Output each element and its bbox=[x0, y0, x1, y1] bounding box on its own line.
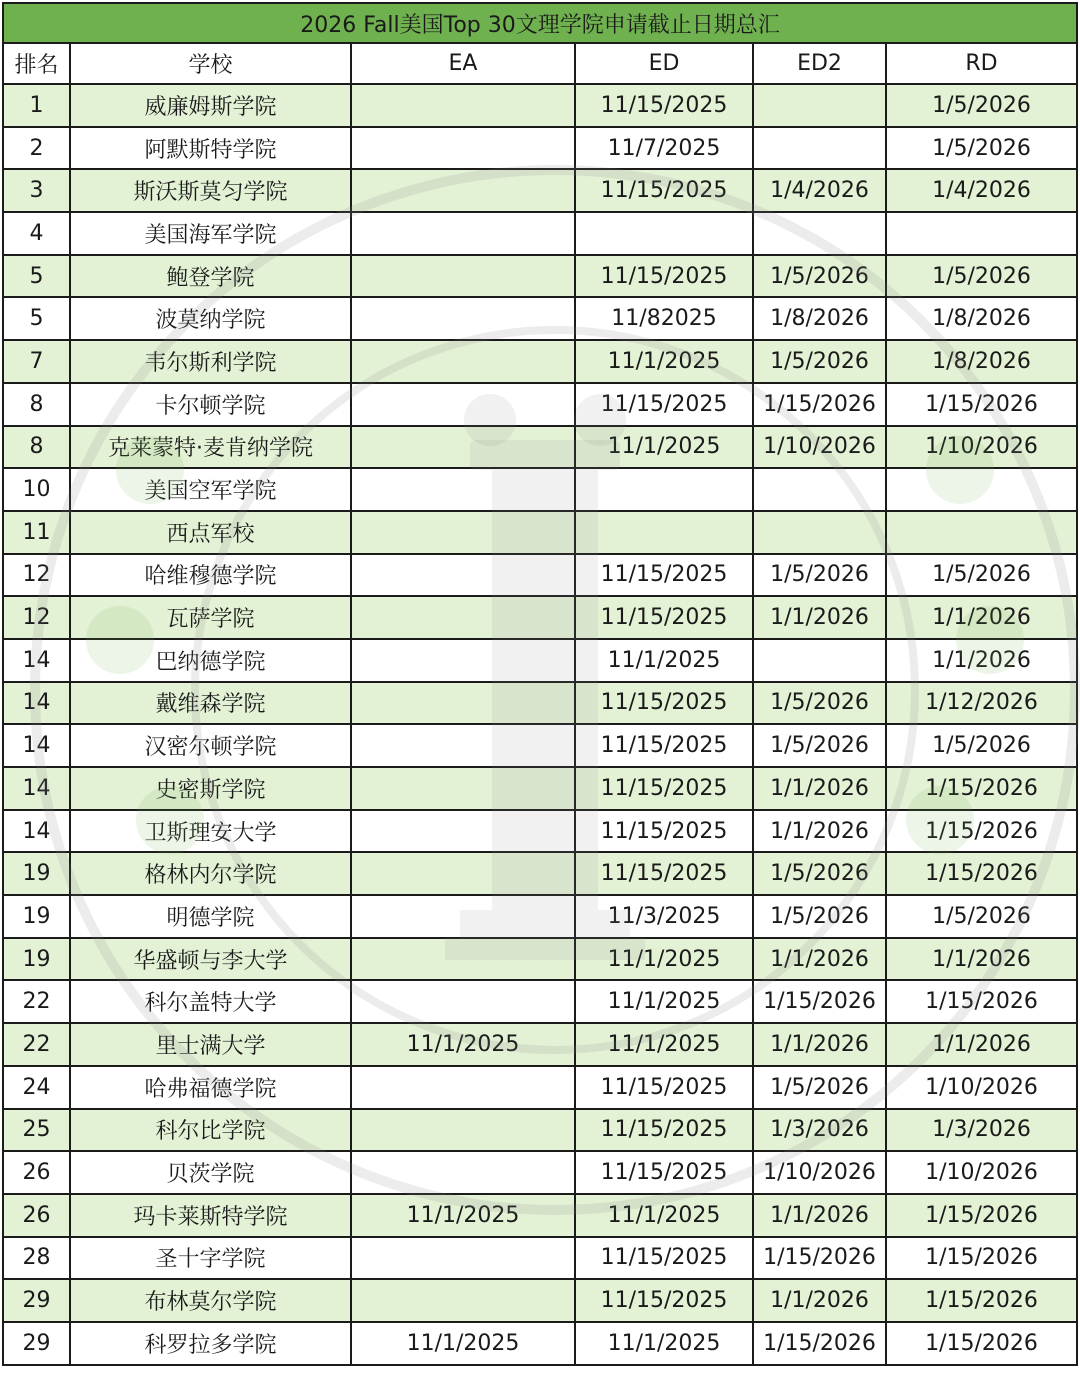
table-row bbox=[3, 724, 1077, 767]
cell-school: 玛卡莱斯特学院 bbox=[70, 1194, 351, 1237]
cell-ed: 11/15/2025 bbox=[575, 84, 753, 127]
cell-ed2: 1/8/2026 bbox=[753, 297, 886, 340]
table-row bbox=[3, 84, 1077, 127]
cell-rd bbox=[886, 212, 1077, 255]
cell-ed: 11/7/2025 bbox=[575, 127, 753, 170]
table-row bbox=[3, 169, 1077, 212]
cell-rd: 1/1/2026 bbox=[886, 938, 1077, 981]
cell-rd: 1/15/2026 bbox=[886, 1194, 1077, 1237]
cell-rd: 1/5/2026 bbox=[886, 84, 1077, 127]
cell-ed2: 1/15/2026 bbox=[753, 1322, 886, 1365]
cell-ed2 bbox=[753, 468, 886, 511]
cell-ed2: 1/15/2026 bbox=[753, 383, 886, 426]
cell-ed: 11/15/2025 bbox=[575, 169, 753, 212]
cell-ed2: 1/5/2026 bbox=[753, 1066, 886, 1109]
cell-school: 史密斯学院 bbox=[70, 767, 351, 810]
cell-ed2: 1/5/2026 bbox=[753, 724, 886, 767]
cell-ed: 11/1/2025 bbox=[575, 1322, 753, 1365]
cell-school: 鲍登学院 bbox=[70, 255, 351, 298]
table-row bbox=[3, 1194, 1077, 1237]
cell-school: 阿默斯特学院 bbox=[70, 127, 351, 170]
cell-rank: 26 bbox=[3, 1151, 70, 1194]
cell-school: 贝茨学院 bbox=[70, 1151, 351, 1194]
deadline-table bbox=[2, 2, 1078, 1366]
table-row bbox=[3, 639, 1077, 682]
table-row bbox=[3, 596, 1077, 639]
cell-rd: 1/1/2026 bbox=[886, 596, 1077, 639]
cell-ed: 11/3/2025 bbox=[575, 895, 753, 938]
cell-ed: 11/1/2025 bbox=[575, 340, 753, 383]
cell-ed2: 1/1/2026 bbox=[753, 1279, 886, 1322]
table-row bbox=[3, 297, 1077, 340]
table-row bbox=[3, 468, 1077, 511]
cell-rd: 1/15/2026 bbox=[886, 980, 1077, 1023]
cell-school: 韦尔斯利学院 bbox=[70, 340, 351, 383]
cell-ed2: 1/1/2026 bbox=[753, 1194, 886, 1237]
header-rank: 排名 bbox=[3, 43, 70, 84]
cell-ea bbox=[351, 468, 575, 511]
cell-rank: 14 bbox=[3, 682, 70, 725]
cell-ed: 11/1/2025 bbox=[575, 980, 753, 1023]
table-row bbox=[3, 1279, 1077, 1322]
cell-ed2: 1/1/2026 bbox=[753, 938, 886, 981]
table-row bbox=[3, 852, 1077, 895]
cell-school: 斯沃斯莫匀学院 bbox=[70, 169, 351, 212]
cell-rd: 1/1/2026 bbox=[886, 639, 1077, 682]
cell-ed: 11/1/2025 bbox=[575, 639, 753, 682]
cell-ed: 11/15/2025 bbox=[575, 1066, 753, 1109]
cell-ed: 11/15/2025 bbox=[575, 383, 753, 426]
cell-rd: 1/15/2026 bbox=[886, 767, 1077, 810]
table-row bbox=[3, 980, 1077, 1023]
cell-school: 巴纳德学院 bbox=[70, 639, 351, 682]
cell-rd: 1/5/2026 bbox=[886, 554, 1077, 597]
cell-rd: 1/10/2026 bbox=[886, 1066, 1077, 1109]
cell-rd: 1/15/2026 bbox=[886, 852, 1077, 895]
cell-rd: 1/4/2026 bbox=[886, 169, 1077, 212]
cell-rank: 26 bbox=[3, 1194, 70, 1237]
cell-rank: 7 bbox=[3, 340, 70, 383]
cell-ed2 bbox=[753, 127, 886, 170]
cell-ea bbox=[351, 169, 575, 212]
cell-rd: 1/15/2026 bbox=[886, 1237, 1077, 1280]
cell-ea bbox=[351, 383, 575, 426]
cell-rank: 14 bbox=[3, 724, 70, 767]
cell-rank: 8 bbox=[3, 383, 70, 426]
cell-rank: 8 bbox=[3, 426, 70, 469]
cell-school: 美国海军学院 bbox=[70, 212, 351, 255]
cell-ea bbox=[351, 682, 575, 725]
cell-ed: 11/15/2025 bbox=[575, 1237, 753, 1280]
cell-ed2: 1/5/2026 bbox=[753, 255, 886, 298]
cell-school: 哈维穆德学院 bbox=[70, 554, 351, 597]
table-row bbox=[3, 1066, 1077, 1109]
cell-ea bbox=[351, 1109, 575, 1152]
cell-rank: 10 bbox=[3, 468, 70, 511]
cell-ed2: 1/15/2026 bbox=[753, 980, 886, 1023]
cell-ea bbox=[351, 980, 575, 1023]
cell-ea bbox=[351, 212, 575, 255]
cell-rd: 1/5/2026 bbox=[886, 724, 1077, 767]
cell-rank: 28 bbox=[3, 1237, 70, 1280]
cell-school: 威廉姆斯学院 bbox=[70, 84, 351, 127]
cell-ea: 11/1/2025 bbox=[351, 1322, 575, 1365]
cell-ed2: 1/5/2026 bbox=[753, 340, 886, 383]
cell-school: 明德学院 bbox=[70, 895, 351, 938]
cell-ed: 11/1/2025 bbox=[575, 1023, 753, 1066]
cell-ed: 11/15/2025 bbox=[575, 1279, 753, 1322]
cell-ed bbox=[575, 212, 753, 255]
cell-school: 哈弗福德学院 bbox=[70, 1066, 351, 1109]
cell-ea bbox=[351, 639, 575, 682]
cell-ea bbox=[351, 1151, 575, 1194]
table-row bbox=[3, 340, 1077, 383]
cell-ed2: 1/5/2026 bbox=[753, 852, 886, 895]
cell-ed2: 1/1/2026 bbox=[753, 596, 886, 639]
table-row bbox=[3, 554, 1077, 597]
cell-ea bbox=[351, 340, 575, 383]
cell-rd: 1/3/2026 bbox=[886, 1109, 1077, 1152]
cell-ed: 11/15/2025 bbox=[575, 596, 753, 639]
table-row bbox=[3, 127, 1077, 170]
cell-ed2 bbox=[753, 212, 886, 255]
cell-ea bbox=[351, 852, 575, 895]
cell-rank: 1 bbox=[3, 84, 70, 127]
cell-rank: 22 bbox=[3, 980, 70, 1023]
cell-ed2: 1/5/2026 bbox=[753, 682, 886, 725]
cell-rd: 1/10/2026 bbox=[886, 1151, 1077, 1194]
cell-ed2: 1/3/2026 bbox=[753, 1109, 886, 1152]
cell-school: 卫斯理安大学 bbox=[70, 810, 351, 853]
header-ed2: ED2 bbox=[753, 43, 886, 84]
cell-school: 克莱蒙特·麦肯纳学院 bbox=[70, 426, 351, 469]
cell-rd: 1/15/2026 bbox=[886, 1322, 1077, 1365]
cell-rank: 19 bbox=[3, 895, 70, 938]
cell-rank: 19 bbox=[3, 852, 70, 895]
cell-school: 科罗拉多学院 bbox=[70, 1322, 351, 1365]
cell-rank: 19 bbox=[3, 938, 70, 981]
cell-ea bbox=[351, 297, 575, 340]
table-row bbox=[3, 1023, 1077, 1066]
header-ed: ED bbox=[575, 43, 753, 84]
cell-rank: 14 bbox=[3, 639, 70, 682]
cell-school: 西点军校 bbox=[70, 511, 351, 554]
cell-ed bbox=[575, 468, 753, 511]
cell-school: 瓦萨学院 bbox=[70, 596, 351, 639]
cell-ea: 11/1/2025 bbox=[351, 1023, 575, 1066]
table-row bbox=[3, 426, 1077, 469]
cell-ed2: 1/1/2026 bbox=[753, 810, 886, 853]
cell-ea bbox=[351, 767, 575, 810]
table-row bbox=[3, 767, 1077, 810]
cell-rank: 2 bbox=[3, 127, 70, 170]
cell-rd: 1/5/2026 bbox=[886, 895, 1077, 938]
table-row bbox=[3, 1109, 1077, 1152]
cell-school: 布林莫尔学院 bbox=[70, 1279, 351, 1322]
cell-ed2: 1/10/2026 bbox=[753, 426, 886, 469]
header-rd: RD bbox=[886, 43, 1077, 84]
cell-rd: 1/15/2026 bbox=[886, 383, 1077, 426]
cell-ed2: 1/1/2026 bbox=[753, 1023, 886, 1066]
table-row bbox=[3, 383, 1077, 426]
table-row bbox=[3, 682, 1077, 725]
cell-rank: 14 bbox=[3, 767, 70, 810]
table-row bbox=[3, 895, 1077, 938]
cell-rd: 1/1/2026 bbox=[886, 1023, 1077, 1066]
cell-ea bbox=[351, 596, 575, 639]
cell-rank: 24 bbox=[3, 1066, 70, 1109]
table-row bbox=[3, 511, 1077, 554]
cell-rank: 29 bbox=[3, 1279, 70, 1322]
table-row bbox=[3, 810, 1077, 853]
cell-ed: 11/15/2025 bbox=[575, 852, 753, 895]
cell-rd bbox=[886, 511, 1077, 554]
table-body bbox=[3, 84, 1077, 1365]
cell-school: 圣十字学院 bbox=[70, 1237, 351, 1280]
table-row bbox=[3, 1322, 1077, 1365]
cell-ea bbox=[351, 895, 575, 938]
cell-ed: 11/1/2025 bbox=[575, 426, 753, 469]
cell-ed: 11/1/2025 bbox=[575, 938, 753, 981]
cell-ed2: 1/4/2026 bbox=[753, 169, 886, 212]
cell-school: 波莫纳学院 bbox=[70, 297, 351, 340]
cell-rank: 5 bbox=[3, 255, 70, 298]
table-row bbox=[3, 1237, 1077, 1280]
cell-ed: 11/15/2025 bbox=[575, 255, 753, 298]
cell-ea bbox=[351, 554, 575, 597]
cell-rd: 1/8/2026 bbox=[886, 340, 1077, 383]
cell-ed: 11/15/2025 bbox=[575, 724, 753, 767]
cell-school: 美国空军学院 bbox=[70, 468, 351, 511]
cell-ed: 11/1/2025 bbox=[575, 1194, 753, 1237]
cell-school: 科尔比学院 bbox=[70, 1109, 351, 1152]
cell-ed2 bbox=[753, 639, 886, 682]
cell-rank: 29 bbox=[3, 1322, 70, 1365]
cell-rank: 5 bbox=[3, 297, 70, 340]
cell-ed2 bbox=[753, 84, 886, 127]
cell-ed: 11/15/2025 bbox=[575, 810, 753, 853]
cell-rd bbox=[886, 468, 1077, 511]
cell-school: 华盛顿与李大学 bbox=[70, 938, 351, 981]
cell-ed2: 1/1/2026 bbox=[753, 767, 886, 810]
cell-rank: 11 bbox=[3, 511, 70, 554]
cell-rank: 3 bbox=[3, 169, 70, 212]
cell-school: 汉密尔顿学院 bbox=[70, 724, 351, 767]
cell-rd: 1/10/2026 bbox=[886, 426, 1077, 469]
cell-school: 里士满大学 bbox=[70, 1023, 351, 1066]
table-title: 2026 Fall美国Top 30文理学院申请截止日期总汇 bbox=[3, 3, 1077, 43]
cell-rd: 1/8/2026 bbox=[886, 297, 1077, 340]
cell-ed2 bbox=[753, 511, 886, 554]
cell-ea bbox=[351, 724, 575, 767]
cell-ed: 11/82025 bbox=[575, 297, 753, 340]
cell-rd: 1/15/2026 bbox=[886, 810, 1077, 853]
cell-ed: 11/15/2025 bbox=[575, 682, 753, 725]
header-school: 学校 bbox=[70, 43, 351, 84]
cell-ea bbox=[351, 1066, 575, 1109]
cell-rd: 1/12/2026 bbox=[886, 682, 1077, 725]
cell-school: 卡尔顿学院 bbox=[70, 383, 351, 426]
cell-rank: 22 bbox=[3, 1023, 70, 1066]
cell-ea bbox=[351, 511, 575, 554]
cell-ed2: 1/10/2026 bbox=[753, 1151, 886, 1194]
cell-ed: 11/15/2025 bbox=[575, 1109, 753, 1152]
table-row bbox=[3, 255, 1077, 298]
cell-rd: 1/5/2026 bbox=[886, 255, 1077, 298]
cell-ed2: 1/5/2026 bbox=[753, 895, 886, 938]
cell-rd: 1/5/2026 bbox=[886, 127, 1077, 170]
cell-rank: 12 bbox=[3, 554, 70, 597]
table-row bbox=[3, 1151, 1077, 1194]
table-row bbox=[3, 212, 1077, 255]
cell-ea bbox=[351, 127, 575, 170]
table-row bbox=[3, 938, 1077, 981]
cell-ea bbox=[351, 84, 575, 127]
cell-school: 戴维森学院 bbox=[70, 682, 351, 725]
cell-ed bbox=[575, 511, 753, 554]
cell-ea bbox=[351, 255, 575, 298]
header-row bbox=[3, 43, 1077, 84]
cell-ed2: 1/5/2026 bbox=[753, 554, 886, 597]
cell-rd: 1/15/2026 bbox=[886, 1279, 1077, 1322]
header-ea: EA bbox=[351, 43, 575, 84]
cell-rank: 14 bbox=[3, 810, 70, 853]
cell-school: 格林内尔学院 bbox=[70, 852, 351, 895]
cell-ed: 11/15/2025 bbox=[575, 1151, 753, 1194]
cell-school: 科尔盖特大学 bbox=[70, 980, 351, 1023]
cell-ed: 11/15/2025 bbox=[575, 554, 753, 597]
cell-rank: 25 bbox=[3, 1109, 70, 1152]
cell-ea bbox=[351, 426, 575, 469]
cell-rank: 4 bbox=[3, 212, 70, 255]
cell-rank: 12 bbox=[3, 596, 70, 639]
cell-ed: 11/15/2025 bbox=[575, 767, 753, 810]
cell-ed2: 1/15/2026 bbox=[753, 1237, 886, 1280]
cell-ea: 11/1/2025 bbox=[351, 1194, 575, 1237]
cell-ea bbox=[351, 938, 575, 981]
cell-ea bbox=[351, 1279, 575, 1322]
cell-ea bbox=[351, 1237, 575, 1280]
cell-ea bbox=[351, 810, 575, 853]
